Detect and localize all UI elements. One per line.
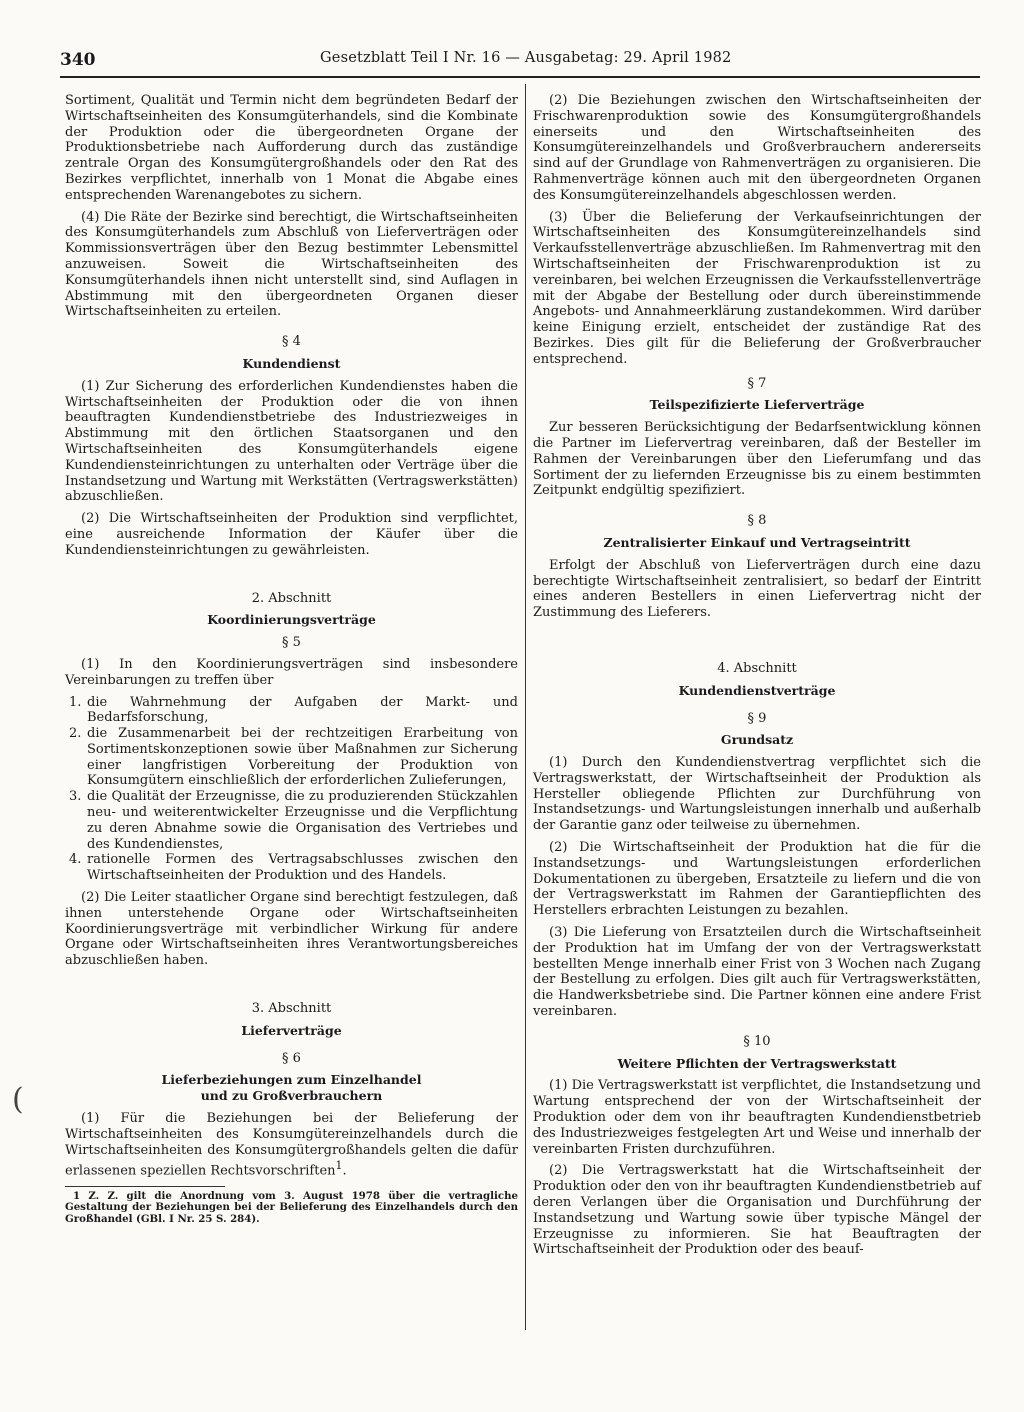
page-number: 340 bbox=[60, 50, 96, 70]
page-header bbox=[60, 50, 980, 74]
paragraph: Erfolgt der Abschluß von Lieferverträgen durch eine dazu berechtigte Wirtschaftseinheit zentralisiert, so bedarf der Eintritt eines anderen Bestellers in einen Liefervertrag nicht der Zustimmung des Lieferers. bbox=[533, 557, 981, 621]
chapter-label: 4. Abschnitt bbox=[717, 660, 797, 676]
footnote: 1 Z. Z. gilt die Anordnung vom 3. August 1978 über die vertragliche Gestaltung der Beziehungen bei der Belieferung des Einzelhandels durch den Großhandel (GBl. I Nr. 25 S. 284). bbox=[65, 1189, 518, 1225]
paragraph: (1) In den Koordinierungsverträgen sind insbesondere Vereinbarungen zu treffen über bbox=[65, 656, 518, 688]
left-column bbox=[65, 93, 518, 1225]
right-column bbox=[533, 93, 981, 1264]
section-title: Teilspezifizierte Lieferverträge bbox=[649, 397, 865, 413]
section-number: § 8 bbox=[747, 513, 767, 529]
running-title: Gesetzblatt Teil I Nr. 16 — Ausgabetag: 29. April 1982 bbox=[320, 50, 732, 66]
paragraph: (3) Die Lieferung von Ersatzteilen durch die Wirtschaftseinheit der Produktion hat im Umfang der von der Vertragswerkstatt bestellten Menge innerhalb einer Frist von 3 Wochen nach Zugang der Bestellung zu erfolgen. Dies gilt auch für Vertragswerkstätten, die Handwerksbetriebe sind. Die Partner können eine andere Frist vereinbaren. bbox=[533, 925, 981, 1020]
section-number: § 6 bbox=[282, 1050, 301, 1066]
section-number: § 9 bbox=[747, 710, 767, 726]
chapter-title: Koordinierungsverträge bbox=[207, 612, 376, 628]
header-rule bbox=[60, 76, 980, 78]
numbered-list bbox=[65, 695, 518, 885]
paragraph: (1) Die Vertragswerkstatt ist verpflichtet, die Instandsetzung und Wartung entsprechend der von der Wirtschaftseinheit der Produktion oder dem von ihr beauftragten Kundendienstbetrieb des Industriezweiges festgelegten Art und Weise und innerhalb der vereinbarten Fristen durchzuführen. bbox=[533, 1078, 981, 1157]
section-title: Grundsatz bbox=[720, 732, 794, 748]
paragraph: Sortiment, Qualität und Termin nicht dem begründeten Bedarf der Wirtschaftseinheiten des Konsumgüterhandels, sind die Kombinate der Produktion oder die übergeordneten Organe der Produktionsbetriebe nach Aufforderung durch das zuständige zentrale Organ des Konsumgütergroßhandels oder den Rat des Bezirkes verpflichtet, innerhalb von 1 Monat die Abgabe eines entsprechenden Warenangebotes zu sichern. bbox=[65, 93, 518, 203]
list-item: 4. rationelle Formen des Vertragsabschlusses zwischen den Wirtschaftseinheiten der Produktion und des Handels. bbox=[69, 852, 518, 884]
section-title: und zu Großverbrauchern bbox=[200, 1088, 383, 1104]
paragraph: (2) Die Wirtschaftseinheit der Produktion hat die für die Instandsetzungs- und Wartungsleistungen erforderlichen Dokumentationen zu übergeben, Ersatzteile zu liefern und die von der Vertragswerkstatt im Rahmen der Garantiepflichten des Herstellers erbrachten Leistungen zu bezahlen. bbox=[533, 840, 981, 919]
footnote-marker: 1 bbox=[335, 1159, 343, 1173]
paragraph: (2) Die Wirtschaftseinheiten der Produktion sind verpflichtet, eine ausreichende Information der Käufer über die Kundendiensteinrichtungen zu gewährleisten. bbox=[65, 511, 518, 558]
paragraph: (2) Die Leiter staatlicher Organe sind berechtigt festzulegen, daß ihnen unterstehende Organe oder Wirtschaftseinheiten Koordinierungsverträge mit verbindlicher Wirkung für andere Organe oder Wirtschaftseinheiten ihres Verantwortungsbereiches abzuschließen haben. bbox=[65, 890, 518, 969]
paragraph: (2) Die Vertragswerkstatt hat die Wirtschaftseinheit der Produktion oder den von ihr beauftragten Kundendienstbetrieb auf deren Verlangen über die Organisation und Durchführung der Instandsetzung und Wartung sowie über typische Mängel der Erzeugnisse zu informieren. Sie hat Beauftragten der Wirtschaftseinheit der Produktion oder des beauf- bbox=[533, 1163, 981, 1258]
section-title: Kundendienst bbox=[242, 355, 341, 371]
paragraph: (3) Über die Belieferung der Verkaufseinrichtungen der Wirtschaftseinheiten des Konsumgütereinzelhandels sind Verkaufsstellenverträge abzuschließen. Im Rahmenvertrag mit den Wirtschaftseinheiten der Frischwarenproduktion ist zu vereinbaren, bei welchen Erzeugnissen die Verkaufsstellenverträge mit der Abgabe der Bestellung oder durch übereinstimmende Angebots- und Annahmeerklärung zustandekommen. Wird darüber keine Einigung erzielt, entscheidet der zuständige Rat des Bezirkes. Dies gilt für die Belieferung der Großverbraucher entsprechend. bbox=[533, 209, 981, 367]
chapter-label: 3. Abschnitt bbox=[251, 1001, 332, 1017]
list-item: 1. die Wahrnehmung der Aufgaben der Markt- und Bedarfsforschung, bbox=[69, 694, 518, 726]
paragraph: (4) Die Räte der Bezirke sind berechtigt, die Wirtschaftseinheiten des Konsumgüterhandels zum Abschluß von Lieferverträgen oder Kommissionsverträgen über den Bezug bestimmter Lebensmittel anzuweisen. Soweit die Wirtschaftseinheiten des Konsumgüterhandels ihnen nicht unterstellt sind, sind Auflagen in Abstimmung mit den übergeordneten Organen dieser Wirtschaftseinheiten zu erteilen. bbox=[65, 209, 518, 320]
section-number: § 4 bbox=[282, 334, 301, 350]
chapter-label: 2. Abschnitt bbox=[251, 590, 332, 606]
section-number: § 10 bbox=[743, 1033, 771, 1049]
footnote-rule bbox=[65, 1186, 225, 1187]
paragraph: (1) Durch den Kundendienstvertrag verpflichtet sich die Vertragswerkstatt, der Wirtschaftseinheit der Produktion als Hersteller obliegende Pflichten zur Durchführung von Instandsetzungs- und Wartungsleistungen innerhalb und außerhalb der Garantie ganz oder teilweise zu übernehmen. bbox=[533, 755, 981, 834]
paragraph: (1) Für die Beziehungen bei der Belieferung der Wirtschaftseinheiten des Konsumgütereinzelhandels durch die Wirtschaftseinheiten des Konsumgütergroßhandels gelten die dafür erlassenen speziellen Rechtsvorschriften$^1$. bbox=[65, 1111, 518, 1179]
section-number: § 7 bbox=[747, 375, 767, 391]
list-item: 3. die Qualität der Erzeugnisse, die zu produzierenden Stückzahlen neu- und weiterentwickelter Erzeugnisse und die Verpflichtung zu deren Abnahme sowie die Organisation des Vertriebes und des Kundendienstes, bbox=[69, 789, 518, 852]
paragraph: (1) Zur Sicherung des erforderlichen Kundendienstes haben die Wirtschaftseinheiten der Produktion oder die von ihnen beauftragten Kundendienstbetriebe des Industriezweiges in Abstimmung mit den örtlichen Staatsorganen und den Wirtschaftseinheiten des Konsumgüterhandels eigene Kundendiensteinrichtungen zu unterhalten oder Verträge über die Instandsetzung und Wartung mit Werkstätten (Vertragswerkstätten) abzuschließen. bbox=[65, 378, 518, 505]
chapter-title: Lieferverträge bbox=[241, 1022, 342, 1038]
paragraph: Zur besseren Berücksichtigung der Bedarfsentwicklung können die Partner im Liefervertrag vereinbaren, daß der Besteller im Rahmen der Vereinbarungen über den Lieferumfang und das Sortiment der zu liefernden Erzeugnisse bis zu einem bestimmten Zeitpunkt endgültig spezifiziert. bbox=[533, 420, 981, 499]
paragraph: (2) Die Beziehungen zwischen den Wirtschaftseinheiten der Frischwarenproduktion sowie des Konsumgütergroßhandels einerseits und den Wirtschaftseinheiten des Konsumgütereinzelhandels und Großverbrauchern andererseits sind auf der Grundlage von Rahmenverträgen zu organisieren. Die Rahmenverträge können auch mit den übergeordneten Organen des Konsumgütereinzelhandels abgeschlossen werden. bbox=[533, 93, 981, 203]
column-divider bbox=[525, 84, 526, 1330]
chapter-title: Kundendienstverträge bbox=[678, 682, 836, 698]
margin-mark: ( bbox=[12, 1082, 24, 1117]
section-title: Lieferbeziehungen zum Einzelhandel bbox=[161, 1072, 422, 1088]
section-number: § 5 bbox=[282, 635, 301, 651]
list-item: 2. die Zusammenarbeit bei der rechtzeitigen Erarbeitung von Sortimentskonzeptionen sowie über Maßnahmen zur Sicherung einer langfristigen Vorbereitung der Produktion von Konsumgütern einschließlich der erforderlichen Zulieferungen, bbox=[69, 726, 518, 789]
section-title: Zentralisierter Einkauf und Vertragseintritt bbox=[603, 534, 911, 550]
section-title: Weitere Pflichten der Vertragswerkstatt bbox=[617, 1055, 897, 1071]
